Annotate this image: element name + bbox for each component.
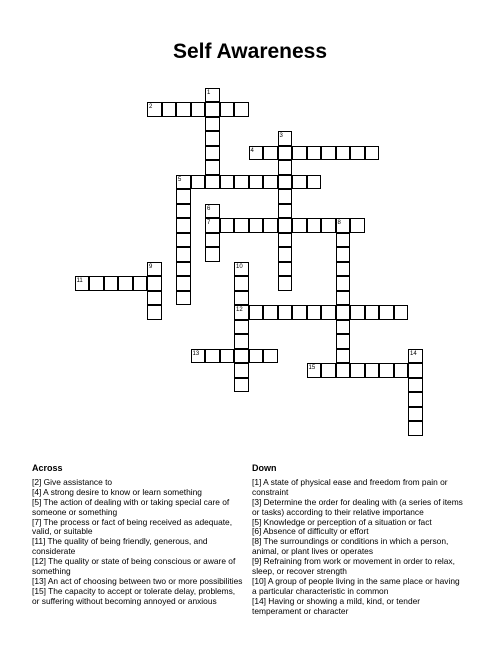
clue-number: 1: [207, 89, 211, 96]
grid-cell[interactable]: [220, 102, 235, 117]
grid-cell[interactable]: [365, 146, 380, 161]
grid-cell[interactable]: [350, 305, 365, 320]
clue-number: 14: [410, 350, 417, 357]
grid-cell[interactable]: [278, 189, 293, 204]
grid-cell[interactable]: [205, 160, 220, 175]
puzzle-title: Self Awareness: [172, 40, 328, 63]
grid-cell[interactable]: [263, 349, 278, 364]
grid-cell[interactable]: [350, 146, 365, 161]
grid-cell[interactable]: [176, 233, 191, 248]
grid-cell[interactable]: [336, 363, 351, 378]
down-clue: [8] The surroundings or conditions in which a person, animal, or plant lives or operates: [252, 536, 449, 557]
grid-cell[interactable]: [278, 146, 293, 161]
grid-cell[interactable]: [336, 305, 351, 320]
grid-cell[interactable]: [205, 218, 220, 233]
grid-cell[interactable]: [336, 320, 351, 335]
grid-cell[interactable]: [394, 305, 409, 320]
grid-cell[interactable]: [336, 291, 351, 306]
clue-number: 7: [207, 220, 211, 226]
grid-cell[interactable]: [191, 349, 206, 364]
grid-cell[interactable]: [191, 175, 206, 190]
down-clue: [9] Refraining from work or movement in order to relax, sleep, or recover strength: [252, 556, 455, 577]
clue-number: 12: [236, 307, 243, 313]
grid-cell[interactable]: [205, 146, 220, 161]
grid-cell[interactable]: [263, 175, 278, 190]
grid-cell[interactable]: [278, 276, 293, 291]
grid-cell[interactable]: [176, 204, 191, 219]
grid-cell[interactable]: [321, 305, 336, 320]
clue-number: 6: [207, 205, 211, 212]
grid-cell[interactable]: [263, 218, 278, 233]
grid-cell[interactable]: [292, 175, 307, 190]
grid-cell[interactable]: [408, 407, 423, 422]
grid-cell[interactable]: [118, 276, 133, 291]
grid-cell[interactable]: [234, 305, 249, 320]
grid-cell[interactable]: [408, 378, 423, 393]
across-clue: [2] Give assistance to: [32, 476, 113, 487]
down-clue: [1] A state of physical ease and freedom from pain or constraint: [252, 476, 448, 497]
grid-cell[interactable]: [176, 218, 191, 233]
grid-cell[interactable]: [249, 305, 264, 320]
across-clue: [4] A strong desire to know or learn something: [32, 486, 202, 497]
grid-cell[interactable]: [176, 262, 191, 277]
clue-number: 10: [236, 263, 243, 270]
grid-cell[interactable]: [147, 102, 162, 117]
across-clue: [11] The quality of being friendly, generous, and considerate: [32, 536, 208, 557]
grid-cell[interactable]: [234, 363, 249, 378]
grid-cell[interactable]: [176, 102, 191, 117]
grid-cell[interactable]: [205, 117, 220, 132]
across-clue: [7] The process or fact of being received as adequate, valid, or suitable: [32, 516, 233, 537]
clue-number: 3: [279, 133, 283, 139]
grid-cell[interactable]: [336, 146, 351, 161]
grid-cell[interactable]: [205, 247, 220, 262]
grid-cell[interactable]: [234, 334, 249, 349]
grid-cell[interactable]: [408, 392, 423, 407]
grid-cell[interactable]: [278, 160, 293, 175]
down-clues: [252, 464, 464, 617]
clue-number: 5: [178, 176, 182, 183]
clue-number: 4: [250, 147, 254, 154]
grid-cell[interactable]: [379, 363, 394, 378]
grid-cell[interactable]: [147, 305, 162, 320]
grid-cell[interactable]: [133, 276, 148, 291]
grid-cell[interactable]: [249, 175, 264, 190]
grid-cell[interactable]: [394, 363, 409, 378]
grid-cell[interactable]: [147, 262, 162, 277]
grid-cell[interactable]: [278, 305, 293, 320]
grid-cell[interactable]: [263, 146, 278, 161]
down-clue: [6] Absence of difficulty or effort: [252, 526, 369, 537]
grid-cell[interactable]: [147, 276, 162, 291]
down-clue: [3] Determine the order for dealing with (a series of items or tasks) according to their relative importance: [252, 496, 463, 517]
down-clue: [5] Knowledge or perception of a situation or fact: [252, 516, 432, 527]
grid-cell[interactable]: [191, 102, 206, 117]
grid-cell[interactable]: [307, 363, 322, 378]
grid-cell[interactable]: [278, 262, 293, 277]
grid-cell[interactable]: [205, 131, 220, 146]
grid-cell[interactable]: [307, 305, 322, 320]
across-clue: [12] The quality or state of being conscious or aware of something: [32, 556, 236, 577]
grid-cell[interactable]: [234, 349, 249, 364]
grid-cell[interactable]: [307, 146, 322, 161]
grid-cell[interactable]: [104, 276, 119, 291]
grid-cell[interactable]: [205, 204, 220, 219]
grid-cell[interactable]: [234, 102, 249, 117]
grid-cell[interactable]: [249, 218, 264, 233]
grid-cell[interactable]: [220, 218, 235, 233]
across-clue: [5] The action of dealing with or taking special care of someone or something: [32, 496, 230, 517]
grid-cell[interactable]: [205, 349, 220, 364]
grid-cell[interactable]: [408, 363, 423, 378]
grid-cell[interactable]: [379, 305, 394, 320]
across-clue: [13] An act of choosing between two or more possibilities: [32, 575, 243, 586]
grid-cell[interactable]: [176, 247, 191, 262]
grid-cell[interactable]: [278, 233, 293, 248]
grid-cell[interactable]: [336, 276, 351, 291]
grid-cell[interactable]: [408, 421, 423, 436]
grid-cell[interactable]: [234, 378, 249, 393]
grid-cell[interactable]: [220, 349, 235, 364]
grid-cell[interactable]: [249, 349, 264, 364]
grid-cell[interactable]: [321, 146, 336, 161]
down-clue: [10] A group of people living in the same place or having a particular characteristic in common: [252, 575, 460, 596]
grid-cell[interactable]: [75, 276, 90, 291]
grid-cell[interactable]: [336, 218, 351, 233]
grid-cell[interactable]: [278, 204, 293, 219]
across-clues: [32, 464, 244, 607]
grid-cell[interactable]: [365, 363, 380, 378]
grid-cell[interactable]: [263, 305, 278, 320]
grid-cell[interactable]: [234, 276, 249, 291]
grid-cell[interactable]: [234, 320, 249, 335]
grid-cell[interactable]: [292, 305, 307, 320]
grid-cell[interactable]: [278, 131, 293, 146]
grid-cell[interactable]: [350, 363, 365, 378]
grid-cell[interactable]: [307, 175, 322, 190]
grid-cell[interactable]: [292, 218, 307, 233]
grid-cell[interactable]: [220, 175, 235, 190]
grid-cell[interactable]: [292, 146, 307, 161]
grid-cell[interactable]: [336, 334, 351, 349]
grid-cell[interactable]: [336, 247, 351, 262]
grid-cell[interactable]: [176, 189, 191, 204]
grid-cell[interactable]: [89, 276, 104, 291]
grid-cell[interactable]: [336, 262, 351, 277]
grid-cell[interactable]: [365, 305, 380, 320]
grid-cell[interactable]: [321, 363, 336, 378]
grid-cell[interactable]: [205, 233, 220, 248]
grid-cell[interactable]: [176, 276, 191, 291]
grid-cell[interactable]: [234, 175, 249, 190]
grid-cell[interactable]: [278, 218, 293, 233]
grid-cell[interactable]: [278, 175, 293, 190]
down-clue: [14] Having or showing a mild, kind, or tender temperament or character: [252, 595, 421, 616]
clue-number: 11: [76, 278, 83, 284]
clue-number: 15: [308, 365, 316, 371]
grid-cell[interactable]: [176, 175, 191, 190]
clue-number: 13: [192, 350, 200, 357]
grid-cell[interactable]: [408, 349, 423, 364]
grid-cell[interactable]: [205, 88, 220, 103]
grid-cell[interactable]: [147, 291, 162, 306]
grid-cell[interactable]: [350, 218, 365, 233]
grid-cell[interactable]: [205, 175, 220, 190]
across-heading: Across: [32, 463, 63, 473]
clue-number: 9: [149, 263, 153, 270]
grid-cell[interactable]: [176, 291, 191, 306]
grid-cell[interactable]: [278, 247, 293, 262]
clue-number: 2: [149, 104, 153, 110]
down-heading: Down: [252, 463, 277, 473]
grid-cell[interactable]: [234, 291, 249, 306]
across-clue: [15] The capacity to accept or tolerate delay, problems, or suffering without becoming annoyed or anxious: [32, 585, 236, 606]
grid-cell[interactable]: [234, 218, 249, 233]
grid-cell[interactable]: [249, 146, 264, 161]
grid-cell[interactable]: [234, 262, 249, 277]
grid-cell[interactable]: [205, 102, 220, 117]
clue-number: 8: [337, 220, 341, 226]
grid-cell[interactable]: [336, 349, 351, 364]
grid-cell[interactable]: [307, 218, 322, 233]
grid-cell[interactable]: [336, 233, 351, 248]
grid-cell[interactable]: [321, 218, 336, 233]
grid-cell[interactable]: [162, 102, 177, 117]
